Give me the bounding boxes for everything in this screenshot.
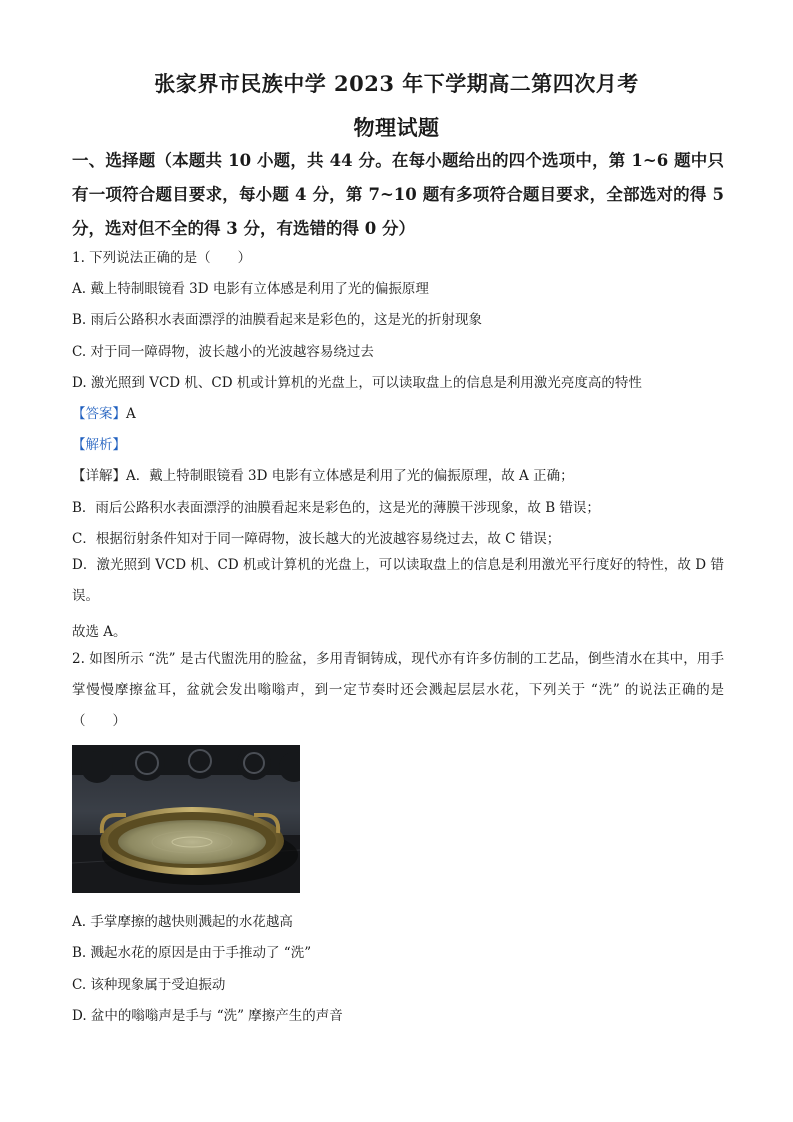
answer-value: A: [126, 406, 136, 422]
q2-option-b: B. 溅起水花的原因是由于手推动了 “洗”: [72, 945, 312, 961]
q1-option-a: A. 戴上特制眼镜看 3D 电影有立体感是利用了光的偏振原理: [72, 281, 429, 297]
exam-title: 张家界市民族中学 2023 年下学期高二第四次月考: [154, 71, 639, 96]
section-heading: 一、选择题（本题共 10 小题，共 44 分。在每小题给出的四个选项中，第 1~6 题中只 有一项符合题目要求，每小题 4 分，第 7~10 题有多项符合题目要求，全部选对的得 5分，选对但不全的得 3 分，有选错的得 0 分）: [72, 151, 724, 238]
q2-option-a: A. 手掌摩擦的越快则溅起的水花越高: [72, 914, 293, 930]
q1-option-d: D. 激光照到 VCD 机、CD 机或计算机的光盘上，可以读取盘上的信息是利用激光亮度高的特性: [72, 375, 642, 391]
bronze-basin-photo-icon: [72, 745, 300, 893]
q1-detail-d: D．激光照到 VCD 机、CD 机或计算机的光盘上，可以读取盘上的信息是利用激光平行度好的特性，故 D 错误。: [72, 557, 724, 604]
q1-option-b: B. 雨后公路积水表面漂浮的油膜看起来是彩色的，这是光的折射现象: [72, 312, 483, 328]
q2-option-c: C. 该种现象属于受迫振动: [72, 977, 226, 993]
q1-stem: 1. 下列说法正确的是（ ）: [72, 250, 252, 266]
analysis-tag: 【解析】: [72, 437, 126, 453]
q1-detail-a: [72, 464, 724, 484]
exam-subtitle: 物理试题: [353, 115, 440, 140]
q2-stem: 2. 如图所示 “洗” 是古代盥洗用的脸盆，多用青铜铸成，现代亦有许多仿制的工艺品，倒些清水在其中，用手掌慢慢摩擦盆耳，盆就会发出嗡嗡声，到一定节奏时还会溅起层层水花，下列关于 “洗” 的说法正确的是（ ）: [72, 651, 724, 729]
q1-detail-b: B．雨后公路积水表面漂浮的油膜看起来是彩色的，这是光的薄膜干涉现象，故 B 错误；: [72, 500, 600, 516]
answer-tag: 【答案】: [72, 406, 126, 422]
q2-option-d: D. 盆中的嗡嗡声是手与 “洗” 摩擦产生的声音: [72, 1008, 343, 1024]
q1-answer: [72, 402, 724, 422]
q1-analysis-tag: [72, 433, 724, 453]
q1-option-c: C. 对于同一障碍物，波长越小的光波越容易绕过去: [72, 344, 374, 360]
detail-a-text: A．戴上特制眼镜看 3D 电影有立体感是利用了光的偏振原理，故 A 正确；: [126, 468, 574, 484]
q1-detail-c: C．根据衍射条件知对于同一障碍物，波长越大的光波越容易绕过去，故 C 错误；: [72, 531, 561, 547]
detail-tag: 【详解】: [72, 468, 126, 484]
q1-conclusion: 故选 A。: [72, 624, 127, 640]
